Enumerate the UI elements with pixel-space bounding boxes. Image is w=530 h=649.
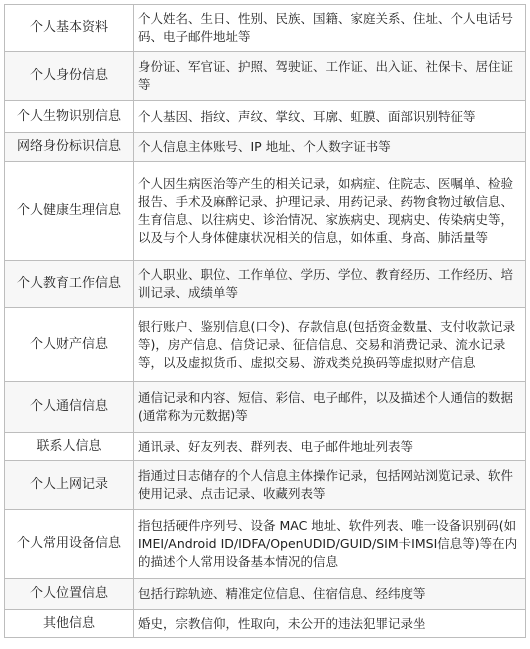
row-category: 个人教育工作信息 <box>5 261 134 308</box>
personal-info-table <box>4 4 526 638</box>
table-row <box>5 308 526 382</box>
row-category: 个人常用设备信息 <box>5 510 134 579</box>
row-content: 个人职业、职位、工作单位、学历、学位、教育经历、工作经历、培训记录、成绩单等 <box>134 261 526 308</box>
table-row <box>5 510 526 579</box>
row-category: 网络身份标识信息 <box>5 133 134 162</box>
row-content: 指包括硬件序列号、设备 MAC 地址、软件列表、唯一设备识别码(如 IMEI/Android ID/IDFA/OpenUDID/GUID/SIM卡IMSI信息等)等在内的描述个人常用设备基本情况的信息 <box>134 510 526 579</box>
row-content: 包括行踪轨迹、精准定位信息、住宿信息、经纬度等 <box>134 579 526 610</box>
row-content: 个人信息主体账号、IP 地址、个人数字证书等 <box>134 133 526 162</box>
table-row <box>5 52 526 101</box>
table-row <box>5 382 526 433</box>
row-content: 个人因生病医治等产生的相关记录，如病症、住院志、医嘱单、检验报告、手术及麻醉记录、护理记录、用药记录、药物食物过敏信息、生育信息、以往病史、诊治情况、家族病史、现病史、传染病史等，以及与个人身体健康状况相关的信息，如体重、身高、肺活量等 <box>134 162 526 261</box>
table-row <box>5 610 526 638</box>
row-content: 婚史，宗教信仰，性取向，未公开的违法犯罪记录坐 <box>134 610 526 638</box>
row-content: 身份证、军官证、护照、驾驶证、工作证、出入证、社保卡、居住证等 <box>134 52 526 101</box>
table-row <box>5 5 526 52</box>
row-category: 个人身份信息 <box>5 52 134 101</box>
row-content: 指通过日志储存的个人信息主体操作记录，包括网站浏览记录、软件使用记录、点击记录、收藏列表等 <box>134 461 526 510</box>
row-category: 个人上网记录 <box>5 461 134 510</box>
row-category: 个人基本资料 <box>5 5 134 52</box>
row-category: 联系人信息 <box>5 433 134 461</box>
table-row <box>5 579 526 610</box>
row-category: 个人生物识别信息 <box>5 101 134 133</box>
table-row <box>5 261 526 308</box>
row-category: 个人位置信息 <box>5 579 134 610</box>
row-category: 个人健康生理信息 <box>5 162 134 261</box>
row-content: 个人基因、指纹、声纹、掌纹、耳廓、虹膜、面部识别特征等 <box>134 101 526 133</box>
row-content: 通信记录和内容、短信、彩信、电子邮件，以及描述个人通信的数据(通常称为元数据)等 <box>134 382 526 433</box>
table-row <box>5 162 526 261</box>
table-row <box>5 133 526 162</box>
table-row <box>5 461 526 510</box>
table-row <box>5 101 526 133</box>
row-category: 个人通信信息 <box>5 382 134 433</box>
row-category: 个人财产信息 <box>5 308 134 382</box>
row-content: 通讯录、好友列表、群列表、电子邮件地址列表等 <box>134 433 526 461</box>
table-row <box>5 433 526 461</box>
row-content: 银行账户、鉴别信息(口令)、存款信息(包括资金数量、支付收款记录等)，房产信息、信贷记录、征信信息、交易和消费记录、流水记录等，以及虚拟货币、虚拟交易、游戏类兑换码等虚拟财产信息 <box>134 308 526 382</box>
row-content: 个人姓名、生日、性别、民族、国籍、家庭关系、住址、个人电话号码、电子邮件地址等 <box>134 5 526 52</box>
row-category: 其他信息 <box>5 610 134 638</box>
